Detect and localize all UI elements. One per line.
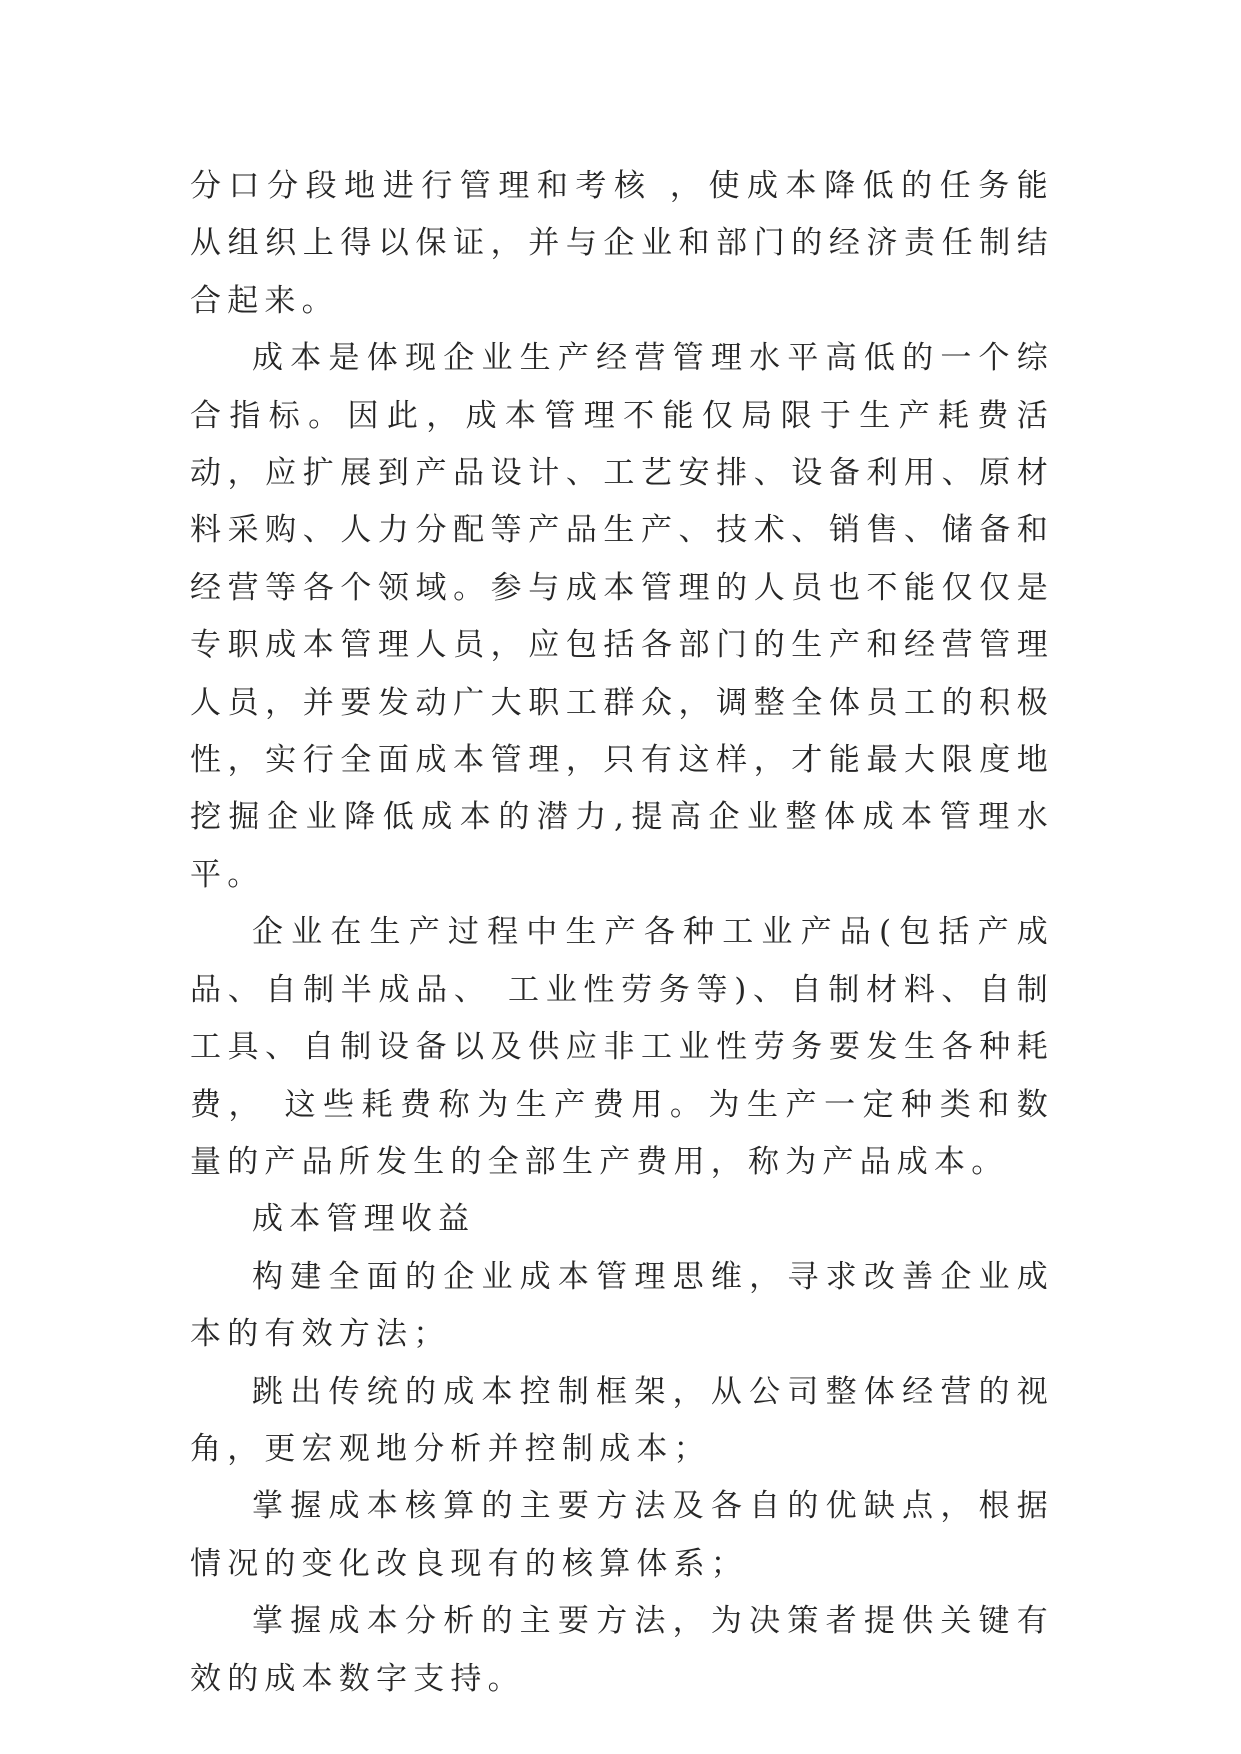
section-heading-cost-management-benefits: 成本管理收益 bbox=[252, 1201, 476, 1238]
benefit-item-1: 构建全面的企业成本管理思维，寻求改善企业成本的有效方法； bbox=[190, 1258, 1054, 1353]
benefit-item-2: 跳出传统的成本控制框架，从公司整体经营的视角，更宏观地分析并控制成本； bbox=[190, 1373, 1054, 1467]
benefit-item-3: 掌握成本核算的主要方法及各自的优缺点，根据情况的变化改良现有的核算体系； bbox=[190, 1488, 1054, 1582]
document-body bbox=[190, 158, 1054, 1708]
benefit-item-4: 掌握成本分析的主要方法，为决策者提供关键有效的成本数字支持。 bbox=[190, 1603, 1054, 1697]
paragraph-continuation: 分口分段地进行管理和考核 ，使成本降低的任务能从组织上得以保证，并与企业和部门的经济责任制结合起来。 bbox=[190, 168, 1054, 319]
paragraph-cost-indicator: 成本是体现企业生产经营管理水平高低的一个综合指标。因此，成本管理不能仅局限于生产耗费活动，应扩展到产品设计、工艺安排、设备利用、原材料采购、人力分配等产品生产、技术、销售、储备和经营等各个领域。参与成本管理的人员也不能仅仅是专职成本管理人员，应包括各部门的生产和经营管理人员，并要发动广大职工群众，调整全体员工的积极性，实行全面成本管理，只有这样，才能最大限度地挖掘企业降低成本的潜力,提高企业整体成本管理水平。 bbox=[190, 340, 1054, 893]
paragraph-production-expenses: 企业在生产过程中生产各种工业产品(包括产成品、自制半成品、 工业性劳务等)、自制材料、自制工具、自制设备以及供应非工业性劳务要发生各种耗费， 这些耗费称为生产费用。为生产一定种类和数量的产品所发生的全部生产费用，称为产品成本。 bbox=[190, 914, 1054, 1180]
